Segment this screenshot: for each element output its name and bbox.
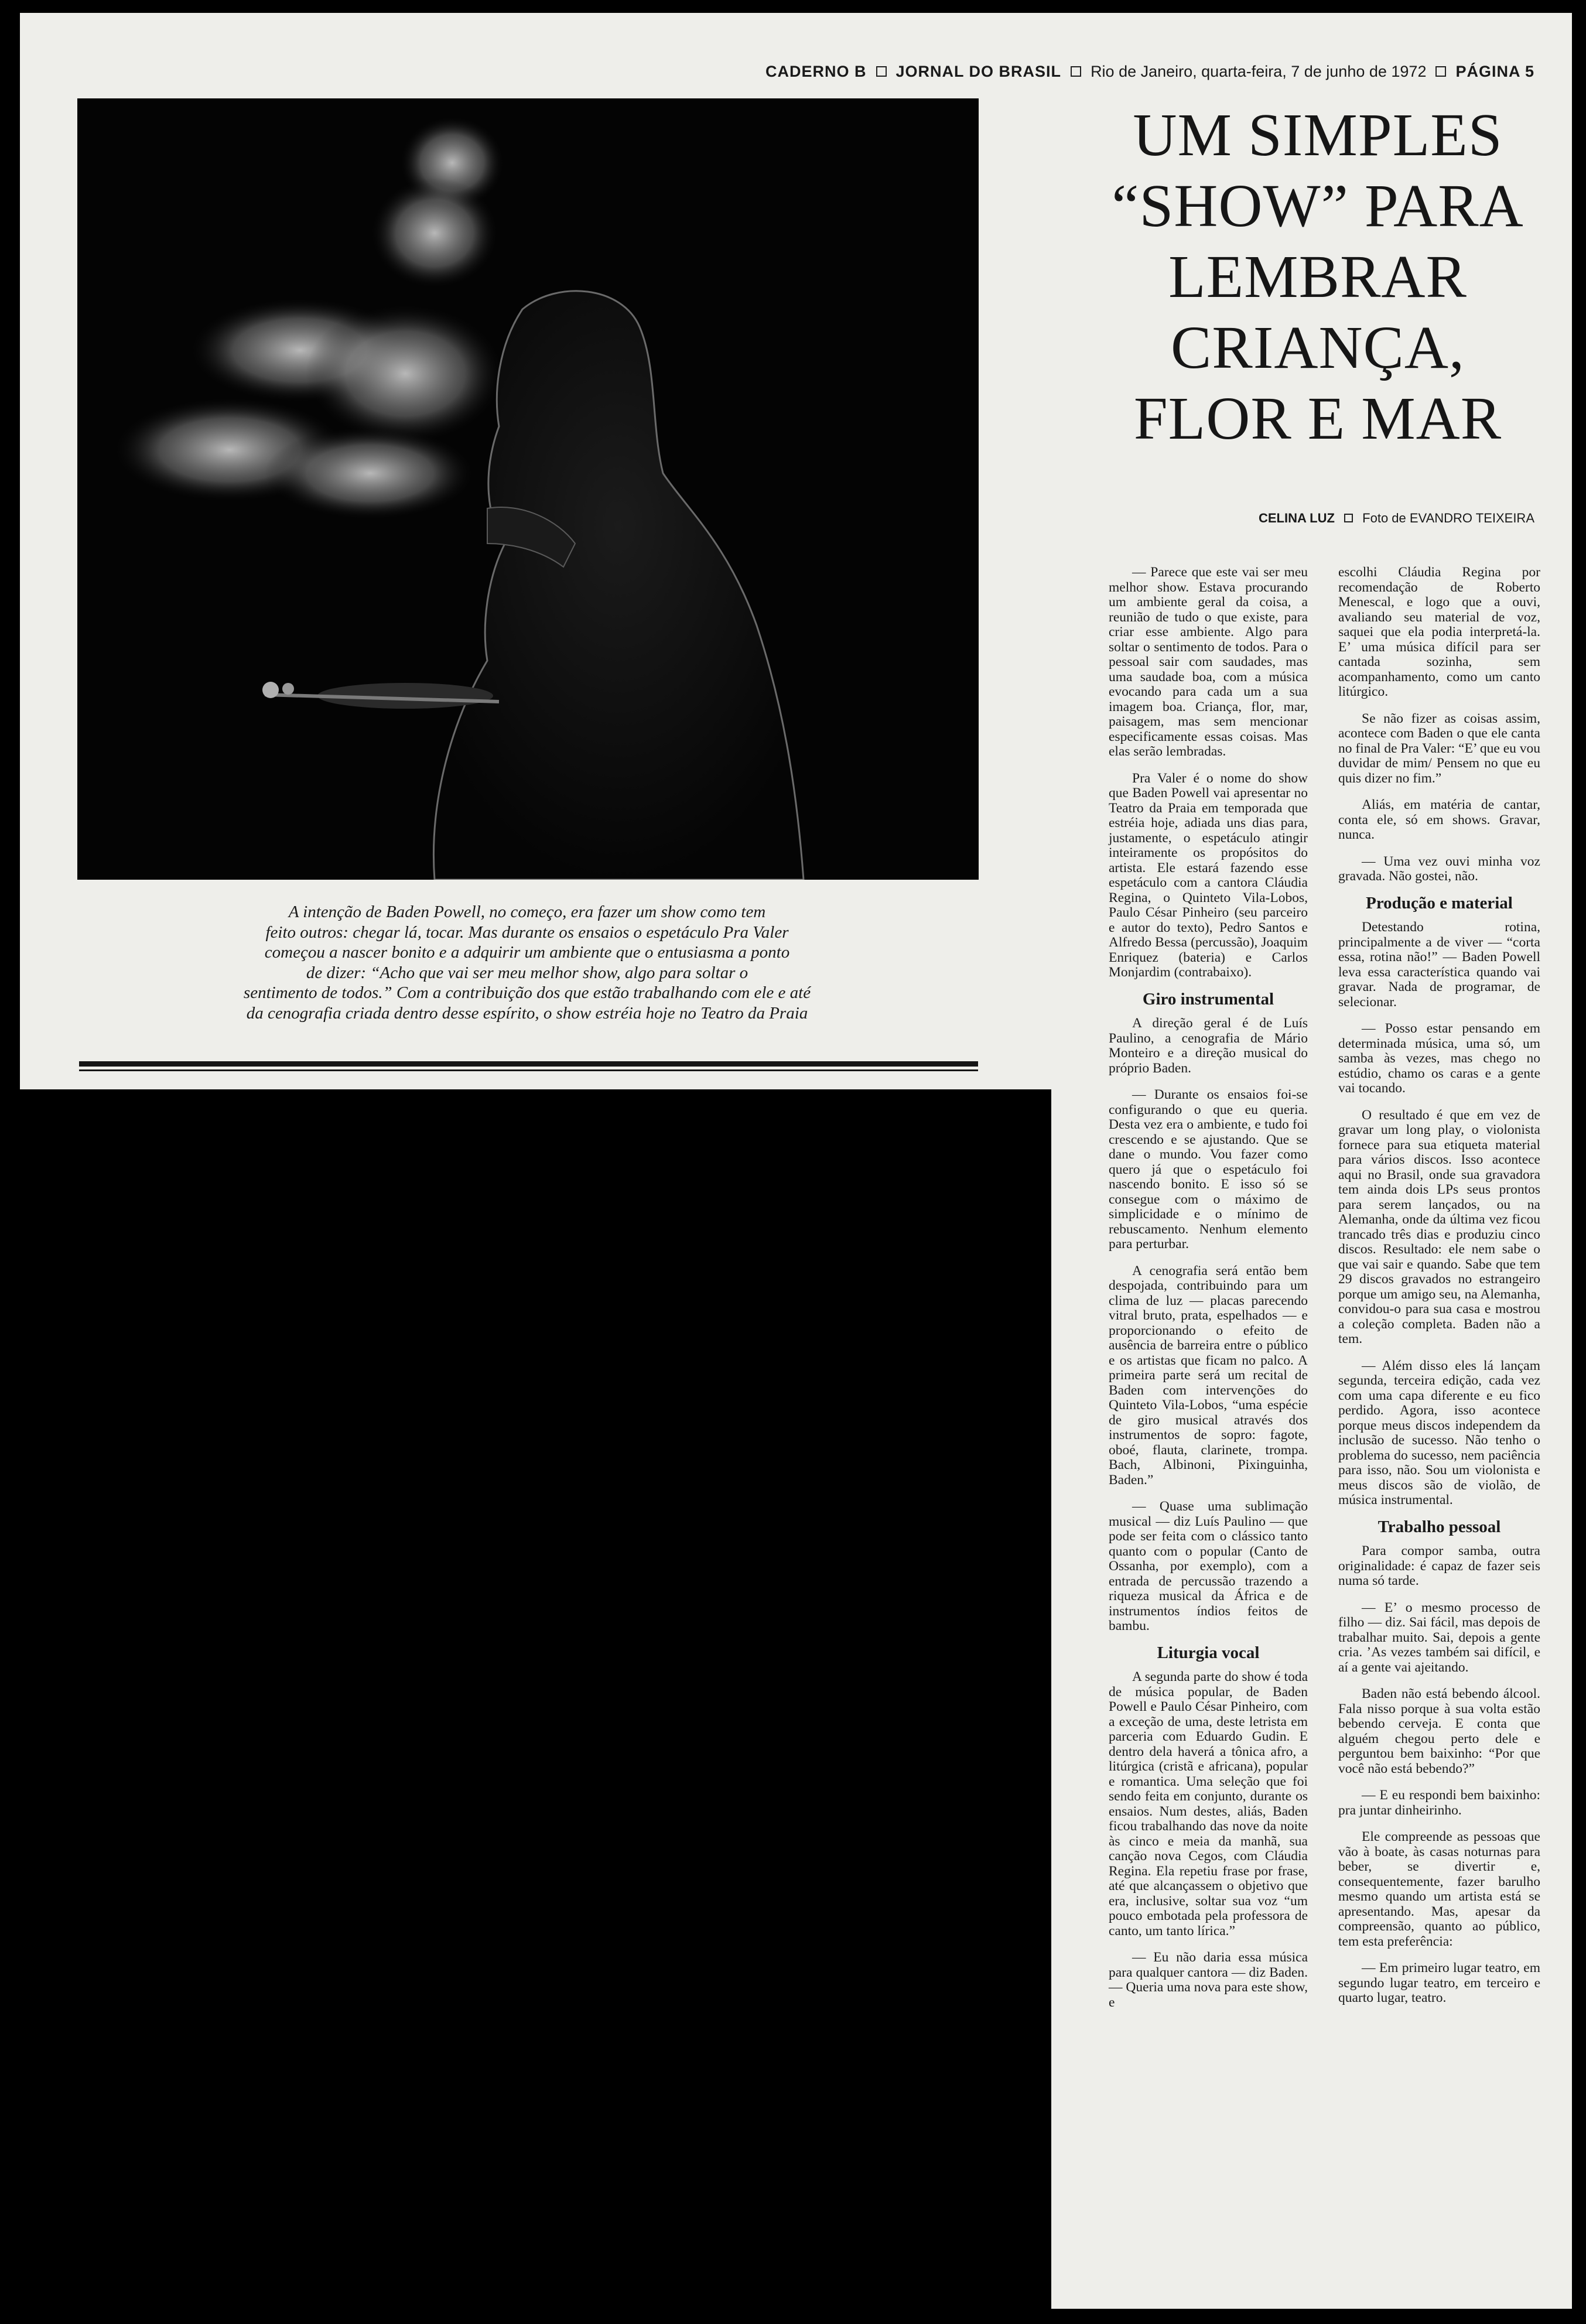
photo-caption xyxy=(88,902,966,1023)
subheading: Giro instrumental xyxy=(1142,989,1274,1009)
paragraph: O resultado é que em vez de gravar um long play, o violonista fornece para sua etiqueta material para vários discos. Isso acontece aqui no Brasil, onde sua gravadora tem ainda dois LPs seus prontos para serem lançados, ou na Alemanha, onde da última vez ficou trancado três dias e produziu cinco discos. Resultado: ele nem sabe o que vai sair e quando. Sabe que tem 29 discos gravados no estrangeiro porque um amigo seu, na Alemanha, convidou-o para sua casa e mostrou a coleção completa. Baden não a tem. xyxy=(1338,1107,1540,1346)
caption-line: de dizer: “Acho que vai ser meu melhor show, algo para soltar o xyxy=(306,963,748,982)
caption-line: da cenografia criada dentro desse espírito, o show estréia hoje no Teatro da Praia xyxy=(246,1003,808,1023)
paragraph: A cenografia será então bem despojada, contribuindo para um clima de luz — placas parecendo vitral bruto, prata, espelhados — e proporcionando o efeito de ausência de barreira entre o público e os artistas que ficam no palco. A primeira parte será um recital de Baden com intervenções do Quinteto Vila-Lobos, “uma espécie de giro musical através dos instrumentos de sopro: fagote, oboé, flauta, clarinete, trompa. Bach, Albinoni, Pixinguinha, Baden.” xyxy=(1109,1263,1308,1488)
paragraph: Para compor samba, outra originalidade: é capaz de fazer seis numa só tarde. xyxy=(1338,1543,1540,1588)
square-separator-icon xyxy=(876,66,887,77)
caption-line: começou a nascer bonito e a adquirir um ambiente que o entusiasma a ponto xyxy=(264,943,790,962)
headline-line: UM SIMPLES xyxy=(1133,101,1503,169)
article-column-1 xyxy=(1109,565,1308,2022)
paragraph: Detestando rotina, principalmente a de viver — “corta essa, rotina não!” — Baden Powell leva essa característica quando vai gravar. Nada de programar, de selecionar. xyxy=(1338,920,1540,1010)
page-header xyxy=(674,60,1534,83)
paragraph: — E’ o mesmo processo de filho — diz. Sai fácil, mas depois de trabalhar muito. Sai, depois a gente cria. ’As vezes também sai difícil, e aí a gente vai ajeitando. xyxy=(1338,1600,1540,1675)
caption-line: sentimento de todos.” Com a contribuição dos que estão trabalhando com ele e até xyxy=(243,983,811,1002)
silhouette-illustration xyxy=(77,98,979,880)
paragraph: Aliás, em matéria de cantar, conta ele, só em shows. Gravar, nunca. xyxy=(1338,797,1540,842)
paragraph: Ele compreende as pessoas que vão à boate, às casas noturnas para beber, se divertir e, consequentemente, fazer barulho mesmo quando um artista está se apresentando. Mas, apesar da compreensão, quanto ao público, tem esta preferência: xyxy=(1338,1829,1540,1949)
paragraph: — Parece que este vai ser meu melhor show. Estava procurando um ambiente geral da coisa, a reunião de tudo o que existe, para criar esse ambiente. Algo para soltar o sentimento de todos. Para o pessoal sair com saudades, mas uma saudade boa, com a música evocando para cada um a sua imagem boa. Criança, flor, mar, paisagem, mas sem mencionar especificamente essas coisas. Mas elas serão lembradas. xyxy=(1109,565,1308,759)
paragraph: — Quase uma sublimação musical — diz Luís Paulino — que pode ser feita com o clássico tanto quanto com o popular (Canto de Ossanha, por exemplo), com a entrada de percussão trazendo a riqueza musical da África e de instrumentos índios feitos de bambu. xyxy=(1109,1499,1308,1633)
square-separator-icon xyxy=(1435,66,1446,77)
paragraph: A segunda parte do show é toda de música popular, de Baden Powell e Paulo César Pinheiro, com a exceção de uma, deste letrista em parceria com Eduardo Gudin. E dentro dela haverá a tônica afro, a litúrgica (cristã e africana), popular e romantica. Uma seleção que foi sendo feita em conjunto, durante os ensaios. Num destes, aliás, Baden ficou trabalhando das nove da noite às cinco e meia da manhã, sua canção nova Cegos, com Cláudia Regina. Ela repetiu frase por frase, até que alcançassem o objetivo que era, inclusive, soltar sua voz “um pouco embotada pela professora de canto, um tanto lírica.” xyxy=(1109,1669,1308,1939)
square-separator-icon xyxy=(1344,514,1353,522)
headline-line: FLOR E MAR xyxy=(1133,385,1502,452)
headline-line: LEMBRAR xyxy=(1168,243,1467,310)
paragraph: Baden não está bebendo álcool. Fala nisso porque à sua volta estão bebendo cerveja. E conta que alguém chegou perto dele e perguntou bem baixinho: “Por que você não está bebendo?” xyxy=(1338,1686,1540,1776)
paragraph: — Posso estar pensando em determinada música, uma só, um samba às vezes, mas chego no estúdio, chamo os caras e a gente vai tocando. xyxy=(1338,1021,1540,1096)
caption-line: A intenção de Baden Powell, no começo, era fazer um show como tem xyxy=(288,903,766,921)
divider-rule xyxy=(79,1061,978,1067)
headline xyxy=(1089,100,1546,454)
byline xyxy=(1101,511,1534,526)
author-name: CELINA LUZ xyxy=(1258,511,1335,525)
headline-line: “SHOW” PARA xyxy=(1112,172,1524,240)
paragraph: A direção geral é de Luís Paulino, a cenografia de Mário Monteiro e a direção musical do próprio Baden. xyxy=(1109,1016,1308,1076)
article-column-2 xyxy=(1338,565,1540,2018)
paragraph: escolhi Cláudia Regina por recomendação de Roberto Menescal, e logo que a ouvi, avaliando seu material de voz, saquei que ela podia interpretá-la. E’ uma música difícil para ser cantada sozinha, sem acompanhamento, como um canto litúrgico. xyxy=(1338,565,1540,699)
paragraph: — Eu não daria essa música para qualquer cantora — diz Baden. — Queria uma nova para este show, e xyxy=(1109,1950,1308,2010)
divider-rule xyxy=(79,1069,978,1071)
paragraph: — E eu respondi bem baixinho: pra juntar dinheirinho. xyxy=(1338,1788,1540,1818)
paragraph: — Durante os ensaios foi-se configurando o que eu queria. Desta vez era o ambiente, e tudo foi crescendo e se ajustando. Que se dane o mundo. Vou fazer como quero já que o espetáculo foi nascendo bonito. E isso só se consegue com o máximo de simplicidade e o mínimo de rebuscamento. Nenhum elemento para perturbar. xyxy=(1109,1087,1308,1252)
performer-photo xyxy=(77,98,979,880)
subheading: Trabalho pessoal xyxy=(1378,1517,1501,1536)
subheading: Liturgia vocal xyxy=(1157,1643,1260,1662)
dateline: Rio de Janeiro, quarta-feira, 7 de junho de 1972 xyxy=(1091,62,1427,80)
square-separator-icon xyxy=(1071,66,1081,77)
paragraph: Pra Valer é o nome do show que Baden Powell vai apresentar no Teatro da Praia em temporada que estréia hoje, adiada uns dias para, justamente, o espetáculo atingir inteiramente os propósitos do artista. Ele estará fazendo esse espetáculo com a cantora Cláudia Regina, o Quinteto Vila-Lobos, Paulo César Pinheiro (seu parceiro e autor do texto), Pedro Santos e Alfredo Bessa (percussão), Joaquim Enriquez (bateria) e Carlos Monjardim (contrabaixo). xyxy=(1109,770,1308,980)
headline-line: CRIANÇA, xyxy=(1170,314,1465,381)
paragraph: — Além disso eles lá lançam segunda, terceira edição, cada vez com uma capa diferente e eu fico perdido. Agora, isso acontece porque meus discos independem da inclusão de sucesso. Não tenho o problema do sucesso, nem paciência para isso, não. Sou um violonista e meus discos são de violão, de música instrumental. xyxy=(1338,1358,1540,1508)
paragraph: Se não fizer as coisas assim, acontece com Baden o que ele canta no final de Pra Valer: “E’ que eu vou duvidar de mim/ Pensem no que eu quis dizer no fim.” xyxy=(1338,710,1540,786)
paragraph: — Uma vez ouvi minha voz gravada. Não gostei, não. xyxy=(1338,853,1540,884)
section-name: CADERNO B xyxy=(765,62,867,80)
subheading: Produção e material xyxy=(1366,893,1513,912)
caption-line: feito outros: chegar lá, tocar. Mas durante os ensaios o espetáculo Pra Valer xyxy=(265,922,789,942)
photo-credit: Foto de EVANDRO TEIXEIRA xyxy=(1362,511,1534,525)
page-number: PÁGINA 5 xyxy=(1455,62,1534,80)
newspaper-name: JORNAL DO BRASIL xyxy=(895,62,1062,80)
paragraph: — Em primeiro lugar teatro, em segundo lugar teatro, em terceiro e quarto lugar, teatro. xyxy=(1338,1960,1540,2005)
